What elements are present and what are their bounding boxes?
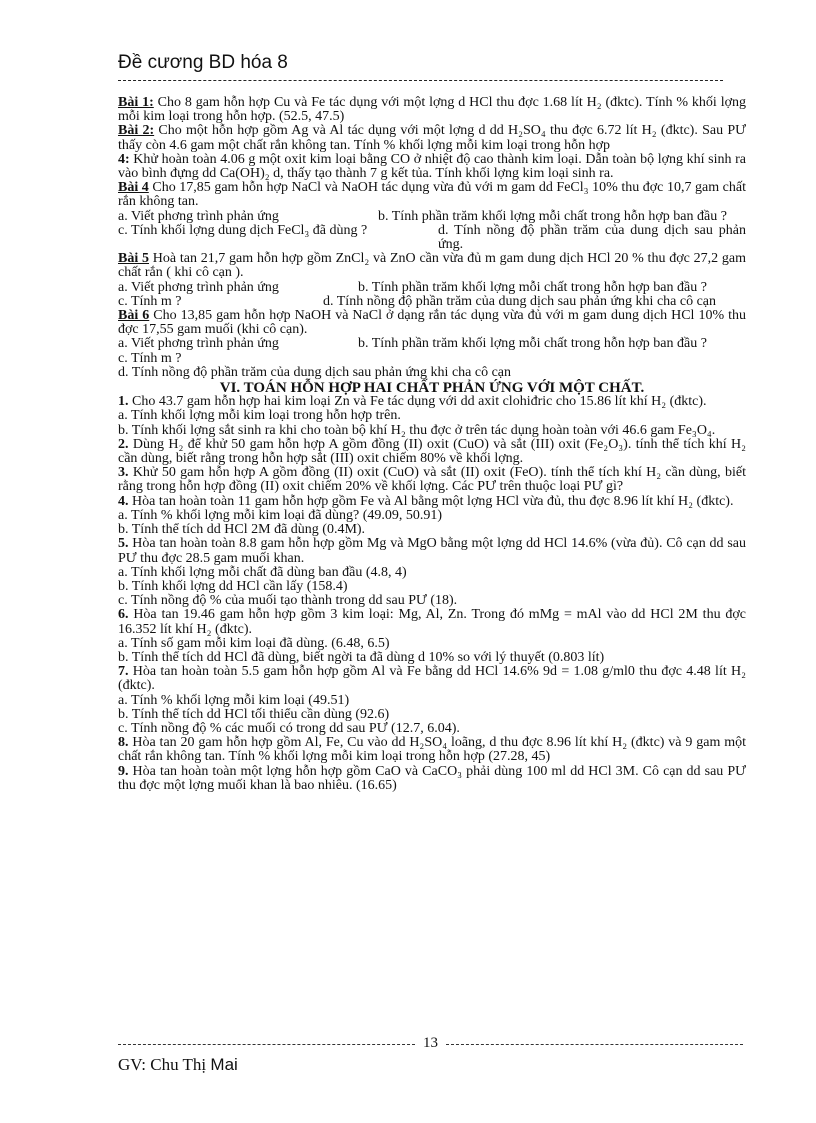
problem-number: 3. [118, 465, 129, 481]
exercise-text: Hoà tan 21,7 gam hỗn hợp gồm ZnCl₂ và ZnO cần vừa đủ m gam dung dịch HCl 20 % thu đợc 27,2 gam chất rắn ( khi cô cạn ). [118, 251, 747, 281]
sub-question-a: a. Viết phơng trình phản ứng [118, 336, 279, 352]
teacher-name: Mai [210, 1055, 238, 1074]
sub-question-a: a. Tính khối lợng mỗi chất đã dùng ban đầu (4.8, 4) [118, 564, 407, 580]
sub-question-b: b. Tính thể tích dd HCl 2M đã dùng (0.4M). [118, 522, 366, 538]
exercise-text: Cho 8 gam hỗn hợp Cu và Fe tác dụng với một lợng d HCl thu đợc 1.68 lít H₂ (đktc). Tính % khối lợng mỗi kim loại trong hỗn hợp. (52.5, 47.5) [118, 95, 747, 125]
sub-question-b: b. Tính khối lợng dd HCl cần lấy (158.4) [118, 578, 348, 594]
exercise-label: 4: [118, 151, 130, 167]
exercise-5 [118, 252, 746, 280]
exercise-label: Bài 1: [118, 95, 154, 110]
sub-question-b: b. Tính phần trăm khối lợng mỗi chất trong hỗn hợp ban đầu ? [378, 208, 727, 224]
problem-number: 5. [118, 536, 129, 552]
sub-question-d: d. Tính nồng độ phần trăm của dung dịch sau phản ứng khi cha cô cạn [118, 364, 512, 380]
sub-question-a: a. Tính khối lợng mỗi kim loại trong hỗn hợp trên. [118, 408, 401, 424]
exercise-label: Bài 6 [118, 308, 150, 324]
problem-text: Khử 50 gam hỗn hợp A gồm đồng (II) oxit (CuO) và sắt (II) oxit (FeO). tính thể tích khí H₂ cần dùng, biết rằng trong hỗn hợp đồng (II) oxit chiếm 20% về khối lợng. Các PƯ trên thuộc loại PƯ gì? [118, 465, 746, 495]
problem-text: Hòa tan hoàn toàn 8.8 gam hỗn hợp gồm Mg và MgO bằng một lợng dd HCl 14.6% (vừa đủ). Cô cạn dd sau PƯ thu đợc 28.5 gam muối khan. [118, 536, 746, 566]
page-number: 13 [423, 1035, 438, 1051]
problem-number: 1. [118, 394, 129, 410]
sub-question-a: a. Viết phơng trình phản ứng [118, 208, 279, 224]
teacher-credit [118, 1055, 238, 1075]
problem-1 [118, 395, 746, 409]
exercise-4-ab [118, 210, 746, 224]
sub-question-d: d. Tính nồng độ phần trăm của dung dịch sau phản ứng. [438, 222, 746, 253]
sub-question-d: d. Tính nồng độ phần trăm của dung dịch sau phản ứng khi cha cô cạn [323, 293, 717, 309]
problem-9 [118, 765, 746, 793]
problem-8 [118, 736, 746, 764]
exercise-5-ab [118, 281, 746, 295]
sub-question-a: a. Tính số gam mỗi kim loại đã dùng. (6.48, 6.5) [118, 635, 390, 651]
exercise-label: Bài 5 [118, 251, 150, 267]
section-heading: VI. TOÁN HỖN HỢP HAI CHẤT PHẢN ỨNG VỚI MỘT CHẤT. [219, 380, 645, 397]
problem-7 [118, 665, 746, 693]
exercise-label: Bài 4 [118, 180, 149, 196]
problem-number: 2. [118, 436, 129, 452]
sub-question-c: c. Tính m ? [118, 293, 182, 309]
problem-text: Dùng H₂ để khử 50 gam hỗn hợp A gồm đồng (II) oxit (CuO) và sắt (III) oxit (Fe₂O₃). tính thể tích khí H₂ cần dùng, biết rằng trong hỗn hợp sắt (III) oxit chiếm 80% về khối lợng. [118, 436, 746, 467]
problem-text: Hòa tan hoàn toàn 11 gam hỗn hợp gồm Fe và Al bằng một lợng HCl vừa đủ, thu đợc 8.96 lít khí H₂ (đktc). [128, 493, 734, 509]
exercise-6 [118, 309, 746, 337]
exercise-4 [118, 181, 746, 209]
problem-3 [118, 466, 746, 494]
sub-question-b: b. Tính phần trăm khối lợng mỗi chất trong hỗn hợp ban đầu ? [358, 279, 707, 295]
problem-text: Hòa tan hoàn toàn một lợng hỗn hợp gồm CaO và CaCO₃ phải dùng 100 ml dd HCl 3M. Cô cạn dd sau PƯ thu đợc một lợng muối khan là bao nhiêu. (16.65) [118, 763, 746, 793]
problem-2 [118, 438, 746, 466]
problem-text: Hòa tan hoàn toàn 5.5 gam hỗn hợp gồm Al và Fe bằng dd HCl 14.6% 9d = 1.08 g/ml0 thu đợc 4.48 lít H₂ (đktc). [118, 664, 746, 694]
sub-question-c: c. Tính nồng độ % của muối tạo thành trong dd sau PƯ (18). [118, 593, 458, 609]
sub-question-b: b. Tính thể tích dd HCl đã dùng, biết ngời ta đã dùng d 10% so với lý thuyết (0.803 lít) [118, 649, 605, 665]
sub-question-a: a. Tính % khối lợng mỗi kim loại đã dùng? (49.09, 50.91) [118, 507, 443, 523]
header-divider [118, 80, 723, 81]
sub-question-b: b. Tính khối lợng sắt sinh ra khi cho toàn bộ khí H₂ thu đợc ở trên tác dụng hoàn toàn với 46.6 gam Fe₃O₄. [118, 422, 716, 438]
document-body [118, 96, 746, 793]
exercise-label: Bài 2: [118, 123, 155, 139]
problem-text: Hòa tan 19.46 gam hỗn hợp gồm 3 kim loại: Mg, Al, Zn. Trong đó mMg = mAl vào dd HCl 2M thu đợc 16.352 lít khí H₂ (đktc). [118, 607, 746, 637]
footer-divider-right [446, 1044, 743, 1045]
exercise-text: Cho 13,85 gam hỗn hợp NaOH và NaCl ở dạng rắn tác dụng vừa đủ với m gam dung dịch HCl 10% thu đợc 17,55 gam muối (khi cô cạn). [118, 308, 747, 338]
sub-question-b: b. Tính thể tích dd HCl tối thiểu cần dùng (92.6) [118, 706, 390, 722]
exercise-3 [118, 153, 746, 181]
exercise-6-ab [118, 337, 746, 351]
page-footer [118, 1035, 743, 1052]
exercise-text: Khử hoàn toàn 4.06 g một oxit kim loại bằng CO ở nhiệt độ cao thành kim loại. Dẫn toàn bộ lợng khí sinh ra vào bình đựng dd Ca(OH)₂ d, thấy tạo thành 7 g kết tủa. Tính khối lợng kim loại sinh ra. [118, 151, 746, 182]
problem-number: 8. [118, 735, 129, 751]
footer-divider-left [118, 1044, 415, 1045]
exercise-5-cd [118, 295, 746, 309]
sub-question-a: a. Viết phơng trình phản ứng [118, 279, 279, 295]
sub-question-c: c. Tính m ? [118, 350, 182, 366]
sub-question-b: b. Tính phần trăm khối lợng mỗi chất trong hỗn hợp ban đầu ? [358, 336, 707, 352]
teacher-prefix: GV: Chu Thị [118, 1055, 207, 1074]
exercise-2 [118, 124, 746, 152]
problem-number: 7. [118, 664, 129, 680]
problem-5 [118, 537, 746, 565]
problem-number: 6. [118, 607, 129, 623]
problem-number: 4. [118, 493, 129, 509]
exercise-text: Cho một hỗn hợp gồm Ag và Al tác dụng với một lợng d dd H₂SO₄ thu đợc 6.72 lít H₂ (đktc). Sau PƯ thấy còn 4.6 gam một chất rắn không tan. Tính % khối lợng mỗi kim loại trong hỗn hợp [118, 123, 746, 153]
problem-4 [118, 495, 746, 509]
sub-question-c: c. Tính khối lợng dung dịch FeCl₃ đã dùng ? [118, 222, 368, 238]
problem-6 [118, 608, 746, 636]
exercise-4-cd [118, 224, 746, 252]
problem-number: 9. [118, 763, 129, 779]
exercise-text: Cho 17,85 gam hỗn hợp NaCl và NaOH tác dụng vừa đủ với m gam dd FeCl₃ 10% thu đợc 10,7 gam chất rắn không tan. [118, 180, 746, 210]
exercise-1 [118, 96, 746, 124]
sub-question-c: c. Tính nồng độ % các muối có trong dd sau PƯ (12.7, 6.04). [118, 720, 460, 736]
document-header-title: Đề cương BD hóa 8 [118, 52, 288, 73]
sub-question-a: a. Tính % khối lợng mỗi kim loại (49.51) [118, 692, 350, 708]
problem-text: Hòa tan 20 gam hỗn hợp gồm Al, Fe, Cu vào dd H₂SO₄ loãng, d thu đợc 8.96 lít khí H₂ (đktc) và 9 gam một chất rắn không tan. Tính % khối lợng mỗi kim loại trong hỗn hợp (27.28, 45) [118, 735, 746, 765]
problem-text: Cho 43.7 gam hỗn hợp hai kim loại Zn và Fe tác dụng với dd axit clohiđric cho 15.86 lít khí H₂ (đktc). [128, 394, 707, 410]
